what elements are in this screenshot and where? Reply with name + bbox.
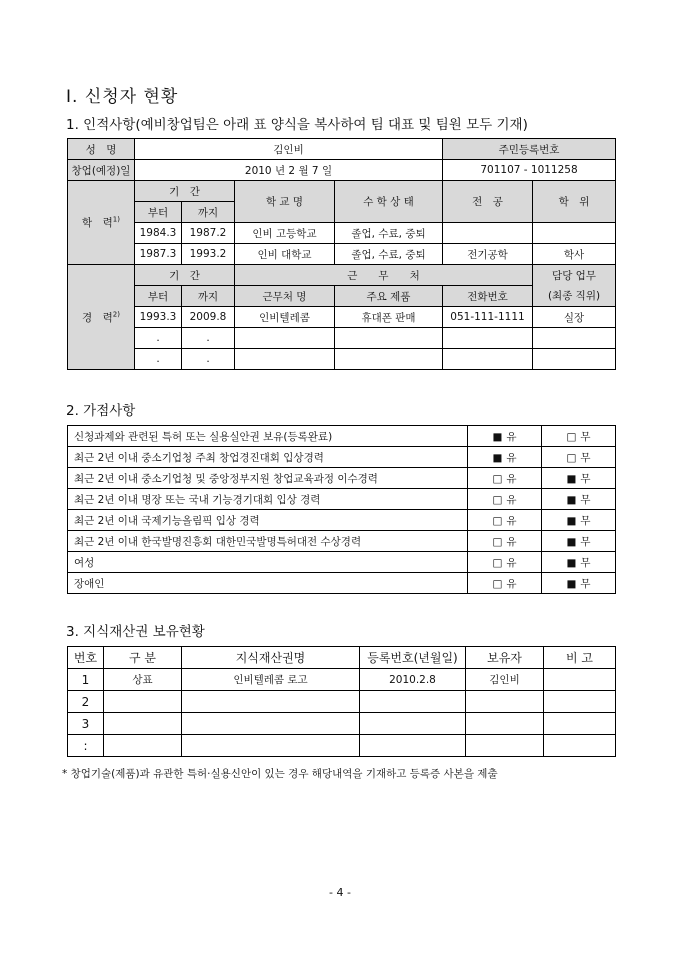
checked-box-icon[interactable]: ■ <box>566 514 577 527</box>
bonus-item-text: 최근 2년 이내 중소기업청 주최 창업경진대회 입상경력 <box>68 447 468 468</box>
edu-major-header: 전 공 <box>443 181 533 223</box>
ip-holdings-table <box>67 646 616 757</box>
checked-box-icon[interactable]: ■ <box>566 493 577 506</box>
ip-cell <box>544 669 616 691</box>
ip-cell: 2010.2.8 <box>360 669 466 691</box>
bonus-no-label: 무 <box>580 514 591 527</box>
bonus-no-cell[interactable] <box>542 531 616 552</box>
checked-box-icon[interactable]: ■ <box>566 556 577 569</box>
ip-cell <box>182 735 360 757</box>
bonus-yes-cell[interactable] <box>468 531 542 552</box>
bonus-no-cell[interactable] <box>542 468 616 489</box>
career-to-header: 까지 <box>182 286 235 307</box>
edu-degree-header: 학 위 <box>533 181 616 223</box>
ip-header-type: 구 분 <box>104 647 182 669</box>
edu-from-header: 부터 <box>135 202 182 223</box>
bonus-row <box>68 552 616 573</box>
career-product-header: 주요 제품 <box>335 286 443 307</box>
bonus-no-label: 무 <box>580 535 591 548</box>
bonus-row <box>68 468 616 489</box>
bonus-yes-label: 유 <box>506 451 517 464</box>
career-label: 경 력$^{2)}$ <box>68 265 135 370</box>
ip-header-note: 비 고 <box>544 647 616 669</box>
bonus-row <box>68 573 616 594</box>
bonus-yes-cell[interactable] <box>468 552 542 573</box>
unchecked-box-icon[interactable]: □ <box>492 556 503 569</box>
name-label: 성 명 <box>68 139 135 160</box>
bonus-yes-label: 유 <box>506 493 517 506</box>
career-duty-header: 담당 업무 (최종 직위) <box>533 265 616 307</box>
career-company-header: 근무처 명 <box>235 286 335 307</box>
bonus-yes-cell[interactable] <box>468 489 542 510</box>
ip-row <box>68 669 616 691</box>
ip-header-no: 번호 <box>68 647 104 669</box>
education-label: 학 력$^{1)}$ <box>68 181 135 265</box>
ip-row <box>68 735 616 757</box>
bonus-no-cell[interactable] <box>542 510 616 531</box>
bonus-yes-cell[interactable] <box>468 573 542 594</box>
edu-school-header: 학 교 명 <box>235 181 335 223</box>
ip-cell: 김인비 <box>466 669 544 691</box>
bonus-yes-label: 유 <box>506 472 517 485</box>
bonus-item-text: 최근 2년 이내 명장 또는 국내 기능경기대회 입상 경력 <box>68 489 468 510</box>
bonus-yes-cell[interactable] <box>468 510 542 531</box>
ip-cell <box>104 691 182 713</box>
checked-box-icon[interactable]: ■ <box>566 472 577 485</box>
ip-cell <box>466 713 544 735</box>
checked-box-icon[interactable]: ■ <box>566 577 577 590</box>
ip-cell <box>182 713 360 735</box>
bonus-yes-cell[interactable] <box>468 426 542 447</box>
career-workplace-header: 근 무 처 <box>235 265 533 286</box>
bonus-no-label: 무 <box>580 556 591 569</box>
ip-cell <box>466 691 544 713</box>
bonus-yes-cell[interactable] <box>468 468 542 489</box>
ip-cell: 3 <box>68 713 104 735</box>
name-value: 김인비 <box>135 139 443 160</box>
unchecked-box-icon[interactable]: □ <box>492 535 503 548</box>
ip-cell: 1 <box>68 669 104 691</box>
edu-period-header: 기 간 <box>135 181 235 202</box>
page-number: - 4 - <box>329 886 351 899</box>
unchecked-box-icon[interactable]: □ <box>492 514 503 527</box>
founding-date-label: 창업(예정)일 <box>68 160 135 181</box>
rrn-label: 주민등록번호 <box>443 139 616 160</box>
ip-footnote: * 창업기술(제품)과 유관한 특허·실용신안이 있는 경우 해당내역을 기재하고 등록증 사본을 제출 <box>62 768 498 780</box>
bonus-row <box>68 426 616 447</box>
bonus-no-cell[interactable] <box>542 489 616 510</box>
bonus-yes-label: 유 <box>506 535 517 548</box>
bonus-yes-label: 유 <box>506 514 517 527</box>
bonus-no-label: 무 <box>580 493 591 506</box>
ip-cell <box>544 713 616 735</box>
ip-cell: : <box>68 735 104 757</box>
bonus-item-text: 신청과제와 관련된 특허 또는 실용실안권 보유(등록완료) <box>68 426 468 447</box>
bonus-item-text: 최근 2년 이내 중소기업청 및 중앙정부지원 창업교육과정 이수경력 <box>68 468 468 489</box>
rrn-value: 701107 - 1011258 <box>443 160 616 181</box>
ip-header-row <box>68 647 616 669</box>
bonus-no-cell[interactable] <box>542 552 616 573</box>
ip-header-holder: 보유자 <box>466 647 544 669</box>
edu-to-header: 까지 <box>182 202 235 223</box>
career-period-header: 기 간 <box>135 265 235 286</box>
section-2-heading: 2. 가점사항 <box>66 403 136 419</box>
bonus-no-label: 무 <box>580 577 591 590</box>
unchecked-box-icon[interactable]: □ <box>492 493 503 506</box>
bonus-no-cell[interactable] <box>542 447 616 468</box>
ip-cell: 2 <box>68 691 104 713</box>
ip-cell <box>544 691 616 713</box>
bonus-row <box>68 531 616 552</box>
edu-status-header: 수 학 상 태 <box>335 181 443 223</box>
bonus-no-label: 무 <box>580 472 591 485</box>
unchecked-box-icon[interactable]: □ <box>566 451 577 464</box>
unchecked-box-icon[interactable]: □ <box>492 472 503 485</box>
bonus-no-label: 무 <box>580 451 591 464</box>
unchecked-box-icon[interactable]: □ <box>566 430 577 443</box>
ip-cell: 상표 <box>104 669 182 691</box>
bonus-no-cell[interactable] <box>542 426 616 447</box>
ip-cell <box>466 735 544 757</box>
bonus-yes-label: 유 <box>506 430 517 443</box>
ip-cell <box>360 691 466 713</box>
founding-date-value: 2010 년 2 월 7 일 <box>135 160 443 181</box>
bonus-no-cell[interactable] <box>542 573 616 594</box>
page-title: Ⅰ. 신청자 현황 <box>66 87 179 107</box>
edu-row: 1987.3 1993.2 인비 대학교 졸업, 수료, 중퇴 전기공학 학사 <box>68 244 616 265</box>
checked-box-icon[interactable]: ■ <box>566 535 577 548</box>
section-3-heading: 3. 지식재산권 보유현황 <box>66 624 205 640</box>
bonus-item-text: 최근 2년 이내 한국발명진흥회 대한민국발명특허대전 수상경력 <box>68 531 468 552</box>
bonus-no-label: 무 <box>580 430 591 443</box>
ip-header-name: 지식재산권명 <box>182 647 360 669</box>
edu-row: 1984.3 1987.2 인비 고등학교 졸업, 수료, 중퇴 <box>68 223 616 244</box>
ip-cell <box>544 735 616 757</box>
bonus-yes-cell[interactable] <box>468 447 542 468</box>
bonus-yes-label: 유 <box>506 556 517 569</box>
ip-cell <box>104 713 182 735</box>
ip-cell <box>182 691 360 713</box>
ip-cell <box>360 713 466 735</box>
ip-header-reg: 등록번호(년월일) <box>360 647 466 669</box>
ip-cell <box>360 735 466 757</box>
bonus-row <box>68 489 616 510</box>
career-from-header: 부터 <box>135 286 182 307</box>
bonus-row <box>68 510 616 531</box>
career-row: . . <box>68 349 616 370</box>
checked-box-icon[interactable]: ■ <box>492 430 503 443</box>
ip-row <box>68 713 616 735</box>
career-row: 1993.3 2009.8 인비텔레콤 휴대폰 판매 051-111-1111 실장 <box>68 307 616 328</box>
bonus-item-text: 여성 <box>68 552 468 573</box>
checked-box-icon[interactable]: ■ <box>492 451 503 464</box>
bonus-yes-label: 유 <box>506 577 517 590</box>
career-phone-header: 전화번호 <box>443 286 533 307</box>
bonus-points-table <box>67 425 616 594</box>
personal-info-table <box>67 138 616 370</box>
unchecked-box-icon[interactable]: □ <box>492 577 503 590</box>
section-1-heading: 1. 인적사항(예비창업팀은 아래 표 양식을 복사하여 팀 대표 및 팀원 모두 기재) <box>66 117 528 133</box>
ip-row <box>68 691 616 713</box>
ip-cell: 인비텔레콤 로고 <box>182 669 360 691</box>
bonus-row <box>68 447 616 468</box>
career-row: . . <box>68 328 616 349</box>
bonus-item-text: 장애인 <box>68 573 468 594</box>
ip-cell <box>104 735 182 757</box>
bonus-item-text: 최근 2년 이내 국제기능올림픽 입상 경력 <box>68 510 468 531</box>
